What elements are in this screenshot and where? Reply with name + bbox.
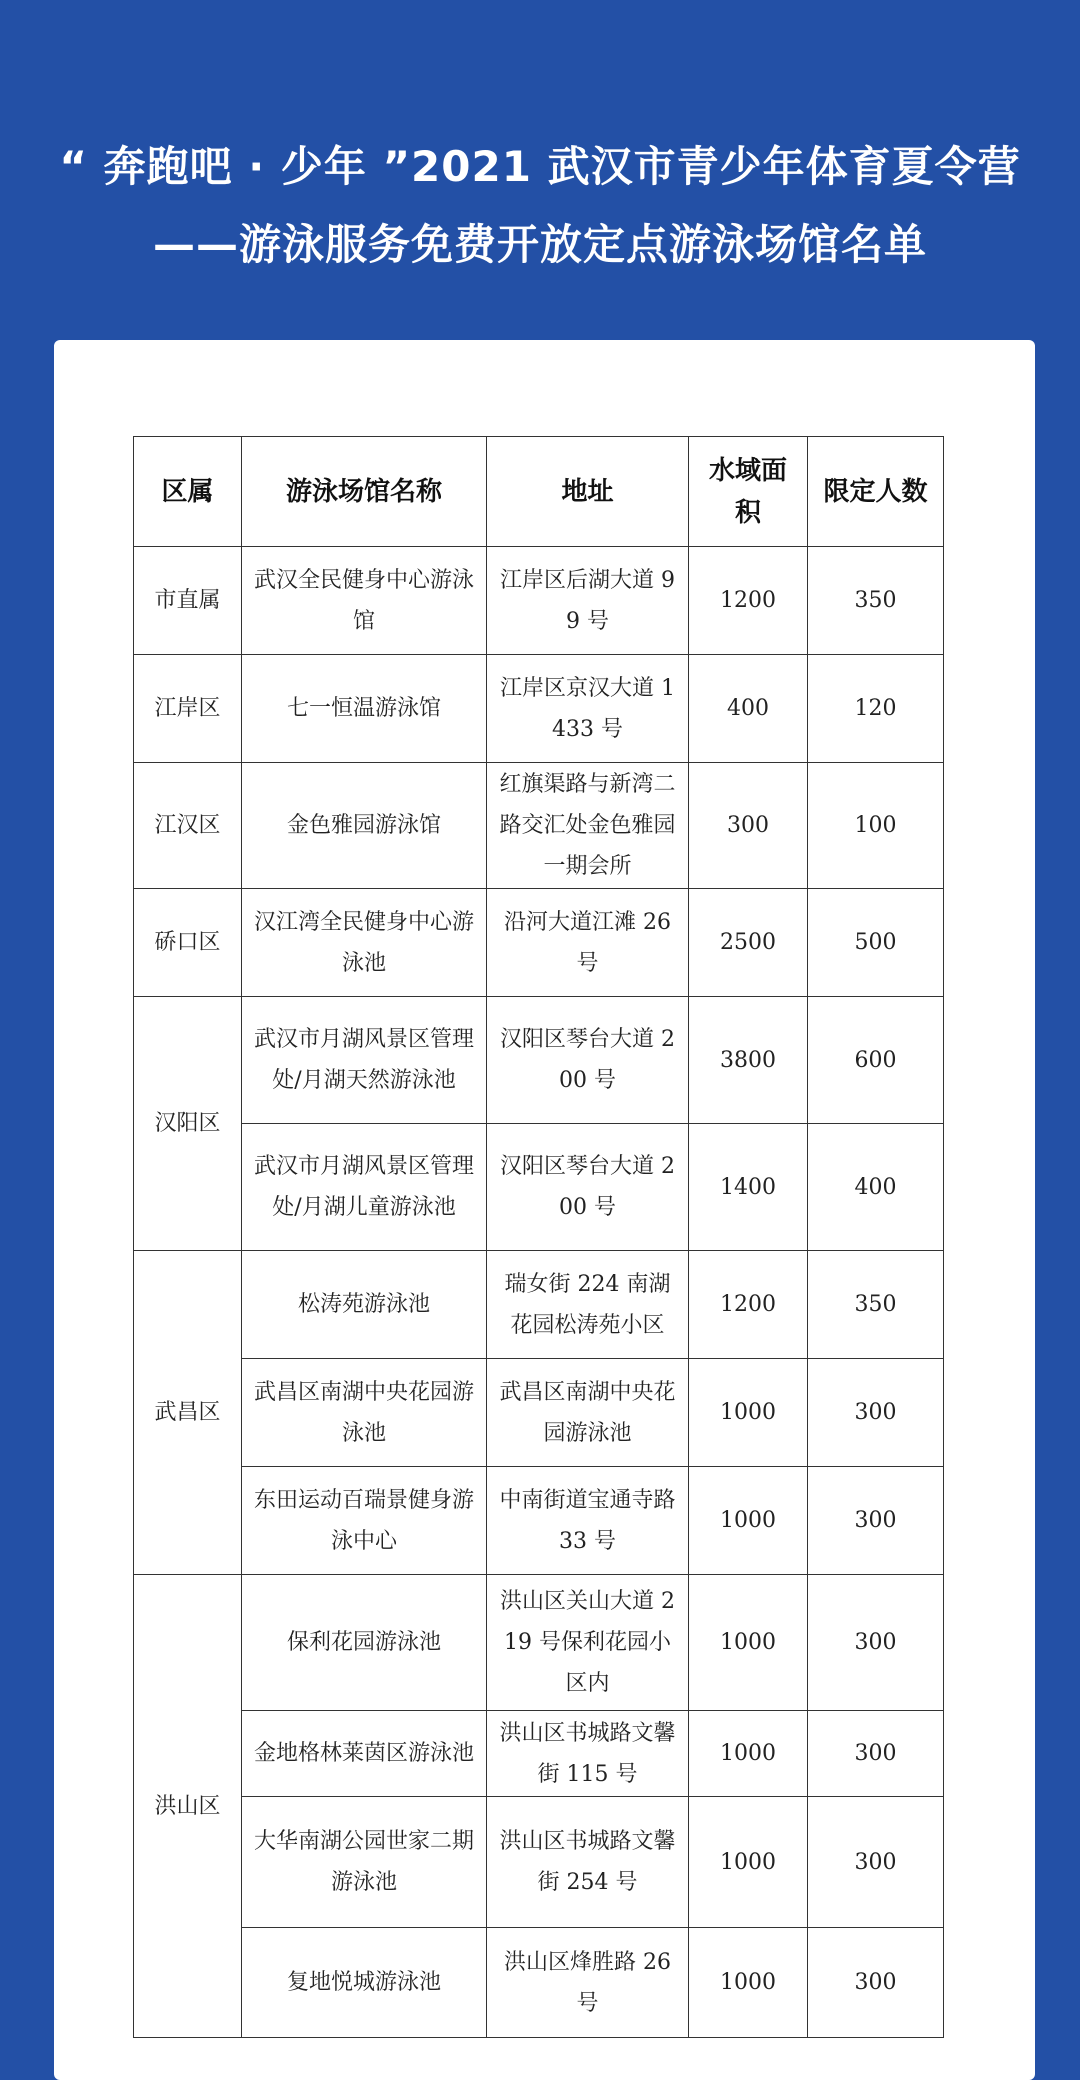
page-title: [0, 128, 1080, 284]
cell-area: 3800: [689, 997, 808, 1124]
table-row: [134, 1711, 944, 1797]
cell-area: 1000: [689, 1928, 808, 2038]
cell-limit: 300: [808, 1575, 944, 1711]
table-row: [134, 1467, 944, 1575]
table-row: [134, 1359, 944, 1467]
cell-district: 硚口区: [134, 889, 242, 997]
cell-address: 洪山区书城路文馨街 115 号: [487, 1711, 689, 1797]
cell-limit: 100: [808, 763, 944, 889]
cell-area: 1200: [689, 547, 808, 655]
cell-venue: 七一恒温游泳馆: [242, 655, 487, 763]
cell-address: 江岸区京汉大道 1433 号: [487, 655, 689, 763]
cell-limit: 350: [808, 1251, 944, 1359]
cell-venue: 保利花园游泳池: [242, 1575, 487, 1711]
cell-limit: 300: [808, 1359, 944, 1467]
cell-venue: 松涛苑游泳池: [242, 1251, 487, 1359]
title-line-2: ——游泳服务免费开放定点游泳场馆名单: [152, 220, 927, 269]
cell-area: 1000: [689, 1359, 808, 1467]
table-row: [134, 1251, 944, 1359]
cell-address: 汉阳区琴台大道 200 号: [487, 1124, 689, 1251]
cell-address: 汉阳区琴台大道 200 号: [487, 997, 689, 1124]
table-row: [134, 655, 944, 763]
header-area: 水域面积: [689, 437, 808, 547]
cell-limit: 350: [808, 547, 944, 655]
cell-venue: 东田运动百瑞景健身游泳中心: [242, 1467, 487, 1575]
cell-limit: 300: [808, 1928, 944, 2038]
cell-address: 洪山区烽胜路 26 号: [487, 1928, 689, 2038]
cell-area: 1200: [689, 1251, 808, 1359]
cell-limit: 300: [808, 1797, 944, 1928]
cell-area: 300: [689, 763, 808, 889]
cell-district: 江汉区: [134, 763, 242, 889]
table-row: [134, 997, 944, 1124]
cell-area: 1000: [689, 1797, 808, 1928]
cell-address: 沿河大道江滩 26 号: [487, 889, 689, 997]
cell-venue: 武昌区南湖中央花园游泳池: [242, 1359, 487, 1467]
cell-address: 红旗渠路与新湾二路交汇处金色雅园一期会所: [487, 763, 689, 889]
cell-address: 武昌区南湖中央花园游泳池: [487, 1359, 689, 1467]
table-header-row: [134, 437, 944, 547]
cell-limit: 500: [808, 889, 944, 997]
cell-district: 汉阳区: [134, 997, 242, 1251]
cell-venue: 金地格林莱茵区游泳池: [242, 1711, 487, 1797]
table-row: [134, 1928, 944, 2038]
cell-district: 洪山区: [134, 1575, 242, 2038]
header-district: 区属: [134, 437, 242, 547]
cell-limit: 120: [808, 655, 944, 763]
cell-venue: 大华南湖公园世家二期游泳池: [242, 1797, 487, 1928]
cell-address: 瑞女街 224 南湖花园松涛苑小区: [487, 1251, 689, 1359]
cell-limit: 300: [808, 1467, 944, 1575]
cell-address: 洪山区关山大道 219 号保利花园小区内: [487, 1575, 689, 1711]
table-row: [134, 1124, 944, 1251]
title-line-1: “ 奔跑吧 · 少年 ”2021 武汉市青少年体育夏令营: [59, 142, 1021, 191]
venue-table: [133, 436, 944, 2038]
cell-district: 武昌区: [134, 1251, 242, 1575]
cell-area: 1000: [689, 1711, 808, 1797]
cell-area: 1000: [689, 1575, 808, 1711]
cell-limit: 400: [808, 1124, 944, 1251]
cell-area: 2500: [689, 889, 808, 997]
header-limit: 限定人数: [808, 437, 944, 547]
cell-area: 1400: [689, 1124, 808, 1251]
table-row: [134, 889, 944, 997]
table-row: [134, 547, 944, 655]
cell-address: 洪山区书城路文馨街 254 号: [487, 1797, 689, 1928]
cell-venue: 武汉市月湖风景区管理处/月湖儿童游泳池: [242, 1124, 487, 1251]
cell-venue: 金色雅园游泳馆: [242, 763, 487, 889]
header-address: 地址: [487, 437, 689, 547]
table-row: [134, 1797, 944, 1928]
cell-venue: 武汉市月湖风景区管理处/月湖天然游泳池: [242, 997, 487, 1124]
table-row: [134, 1575, 944, 1711]
cell-area: 400: [689, 655, 808, 763]
header-venue: 游泳场馆名称: [242, 437, 487, 547]
cell-venue: 武汉全民健身中心游泳馆: [242, 547, 487, 655]
cell-address: 江岸区后湖大道 99 号: [487, 547, 689, 655]
cell-area: 1000: [689, 1467, 808, 1575]
cell-limit: 300: [808, 1711, 944, 1797]
cell-district: 市直属: [134, 547, 242, 655]
cell-venue: 复地悦城游泳池: [242, 1928, 487, 2038]
cell-district: 江岸区: [134, 655, 242, 763]
table-row: [134, 763, 944, 889]
cell-limit: 600: [808, 997, 944, 1124]
cell-venue: 汉江湾全民健身中心游泳池: [242, 889, 487, 997]
cell-address: 中南街道宝通寺路 33 号: [487, 1467, 689, 1575]
